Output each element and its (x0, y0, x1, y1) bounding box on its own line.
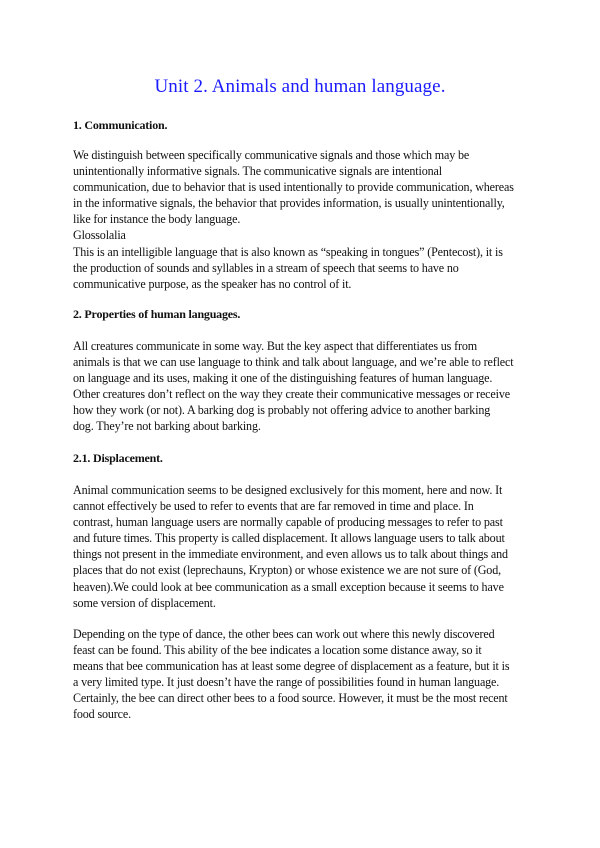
text-line: communication, due to behavior that is used intentionally to provide communication, whereas (73, 180, 514, 195)
text-line: heaven).We could look at bee communication as a small exception because it seems to have (73, 579, 504, 594)
section-heading-communication: 1. Communication. (73, 118, 168, 132)
paragraph-properties (73, 338, 593, 435)
text-line: in the informative signals, the behavior that provides information, is usually unintentionally, (73, 196, 505, 211)
text-line: This is an intelligible language that is also known as “speaking in tongues” (Pentecost), it is (73, 244, 503, 259)
text-line: the production of sounds and syllables in a stream of speech that seems to have no (73, 260, 459, 275)
text-line: some version of displacement. (73, 595, 216, 610)
text-line: Other creatures don’t reflect on the way they create their communicative messages or receive (73, 387, 510, 402)
section-heading-properties: 2. Properties of human languages. (73, 307, 241, 321)
text-line: Depending on the type of dance, the other bees can work out where this newly discovered (73, 627, 495, 641)
text-line: like for instance the body language. (73, 212, 241, 227)
paragraph-displacement-1 (73, 482, 593, 611)
text-line: contrast, human language users are normally capable of producing messages to refer to past (73, 515, 503, 530)
text-line: places that do not exist (leprechauns, Krypton) or whose existence we are not sure of (God, (73, 563, 501, 578)
text-line: dog. They’re not barking about barking. (73, 419, 261, 434)
text-line: All creatures communicate in some way. But the key aspect that differentiates us from (73, 339, 478, 353)
text-line: We distinguish between specifically communicative signals and those which may be (73, 148, 470, 162)
text-line: a very limited type. It just doesn’t have the range of possibilities found in human language. (73, 675, 500, 690)
text-line: communicative purpose, as the speaker has no control of it. (73, 276, 352, 291)
text-line: and future times. This property is called displacement. It allows language users to talk about (73, 531, 505, 546)
text-line: how they work (or not). A barking dog is probably not offering advice to another barking (73, 403, 491, 418)
text-line: cannot effectively be used to refer to events that are far removed in time and place. In (73, 499, 474, 514)
subheading-glossolalia: Glossolalia (73, 228, 126, 243)
text-line: on language and its uses, making it one of the distinguishing features of human language. (73, 371, 493, 386)
text-line: unintentionally informative signals. The communicative signals are intentional (73, 164, 442, 179)
document-title: Unit 2. Animals and human language. (154, 76, 446, 97)
text-line: means that bee communication has at least some degree of displacement as a feature, but it is (73, 659, 510, 674)
text-line: Animal communication seems to be designed exclusively for this moment, here and now. It (73, 483, 503, 497)
section-heading-displacement: 2.1. Displacement. (73, 451, 163, 465)
paragraph-displacement-2 (73, 626, 593, 723)
text-line: animals is that we can use language to think and talk about language, and we’re able to reflect (73, 355, 514, 370)
text-line: food source. (73, 707, 131, 722)
text-line: Certainly, the bee can direct other bees to a food source. However, it must be the most recent (73, 691, 508, 706)
text-line: things not present in the immediate environment, and even allows us to talk about things and (73, 547, 508, 562)
paragraph-communication (73, 147, 593, 292)
text-line: feast can be found. This ability of the bee indicates a location some distance away, so it (73, 643, 482, 658)
